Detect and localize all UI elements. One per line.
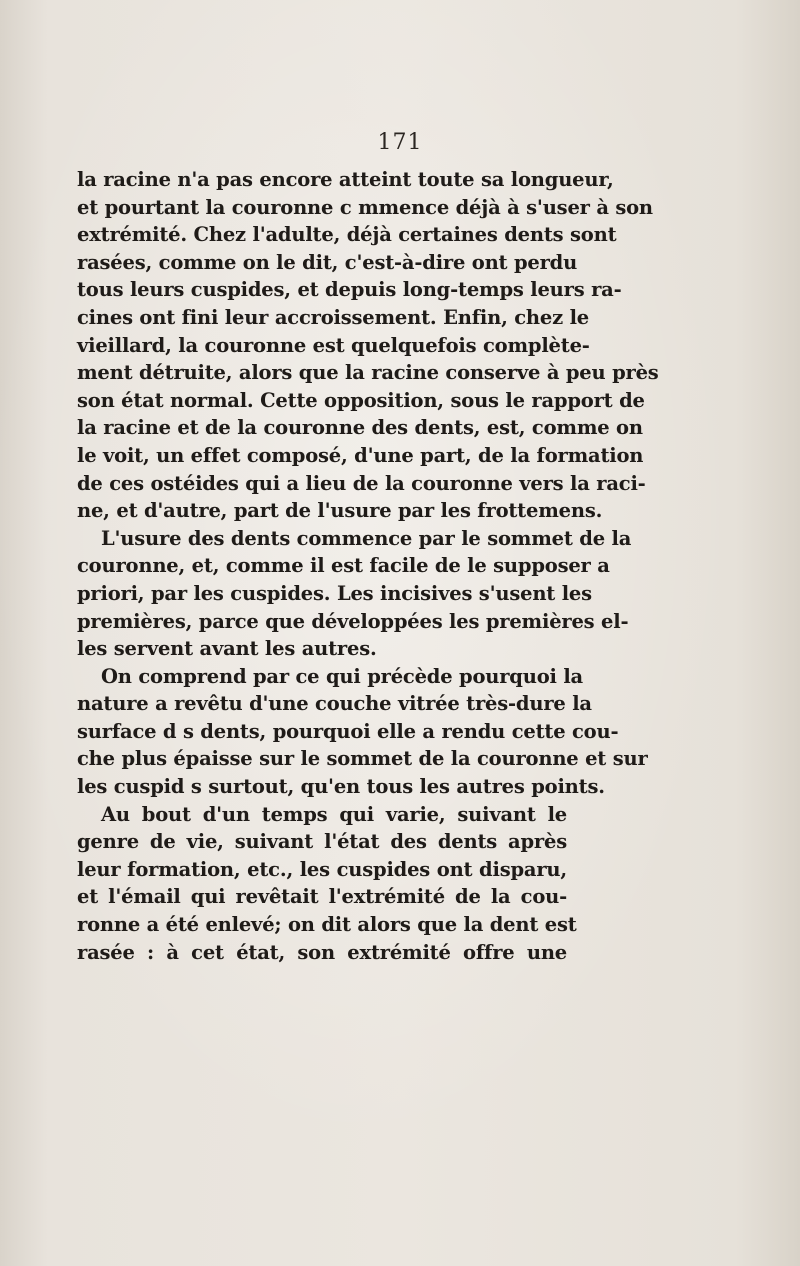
text-line: leur formation, etc., les cuspides ont disparu, [77,857,567,881]
text-line: nature a revêtu d'une couche vitrée très-dure la [77,692,592,716]
text-line: rasées, comme on le dit, c'est-à-dire ont perdu [77,250,578,274]
text-line: Au bout d'un temps qui varie, suivant le [101,802,567,826]
text-line: extrémité. Chez l'adulte, déjà certaines dents sont [77,223,617,247]
text-line: che plus épaisse sur le sommet de la couronne et sur [77,747,648,771]
text-line: son état normal. Cette opposition, sous le rapport de [77,388,645,412]
text-line: les cuspid s surtout, qu'en tous les autres points. [77,775,605,799]
text-line: ne, et d'autre, part de l'usure par les frottemens. [77,499,603,523]
text-line: et l'émail qui revêtait l'extrémité de la cou- [77,885,567,909]
text-line: vieillard, la couronne est quelquefois complète- [77,333,590,357]
text-line: rasée : à cet état, son extrémité offre une [77,940,567,964]
text-line: genre de vie, suivant l'état des dents après [77,830,567,854]
text-line: la racine et de la couronne des dents, est, comme on [77,416,643,440]
text-line: premières, parce que développées les premières el- [77,609,629,633]
text-line: priori, par les cuspides. Les incisives s'usent les [77,581,592,605]
text-line: ronne a été enlevé; on dit alors que la dent est [77,913,577,937]
text-line: les servent avant les autres. [77,637,377,661]
text-line: ment détruite, alors que la racine conserve à peu près [77,361,659,385]
text-line: cines ont fini leur accroissement. Enfin, chez le [77,305,589,329]
text-line: de ces ostéides qui a lieu de la couronne vers la raci- [77,471,646,495]
text-line: surface d s dents, pourquoi elle a rendu cette cou- [77,719,619,743]
text-line: couronne, et, comme il est facile de le supposer a [77,554,610,578]
text-line: la racine n'a pas encore atteint toute sa longueur, [77,168,614,191]
text-line: On comprend par ce qui précède pourquoi la [101,664,583,688]
text-line: et pourtant la couronne c mmence déjà à s'user à son [77,195,653,219]
page-number: 171 [377,130,423,155]
text-line: tous leurs cuspides, et depuis long-temps leurs ra- [77,278,622,302]
text-line: L'usure des dents commence par le sommet de la [101,526,632,550]
text-line: le voit, un effet composé, d'une part, de la formation [77,443,644,467]
body-text [77,166,659,966]
